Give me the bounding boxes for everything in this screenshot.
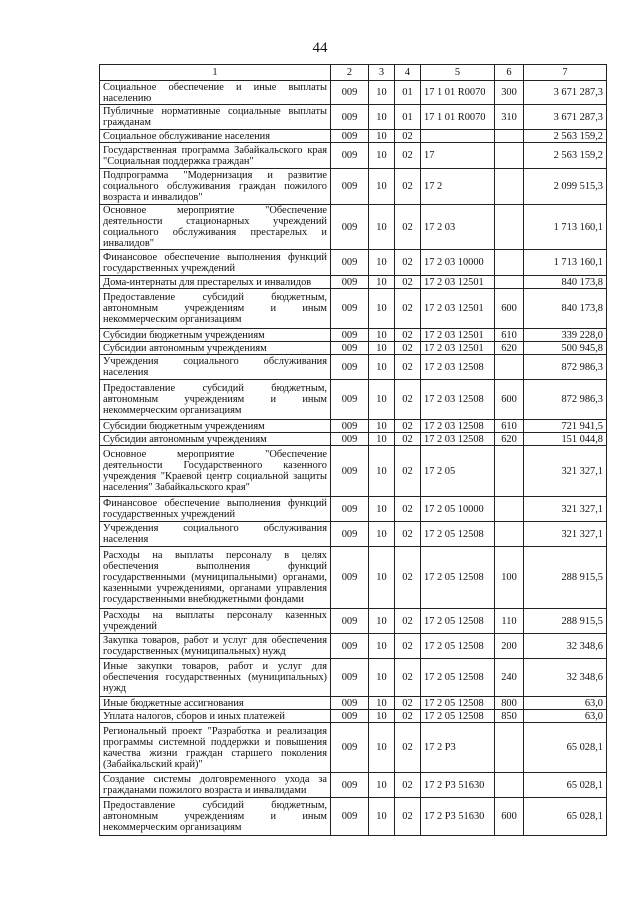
- row-subsection: 02: [395, 710, 421, 723]
- row-ministry-code: 009: [331, 289, 369, 329]
- table-row: [100, 522, 607, 547]
- row-expense-type: [495, 205, 524, 250]
- row-target-item: 17 2 03 10000: [421, 250, 495, 276]
- row-target-item: 17: [421, 143, 495, 169]
- table-row: [100, 81, 607, 105]
- row-ministry-code: 009: [331, 659, 369, 697]
- row-target-item: 17 2: [421, 169, 495, 205]
- row-subsection: 02: [395, 497, 421, 522]
- row-name: Предоставление субсидий бюджетным, автономным учреждениям и иным некоммерческим организациям: [100, 380, 331, 420]
- row-name: Социальное обслуживание населения: [100, 130, 331, 143]
- row-name: Региональный проект "Разработка и реализация программы системной поддержки и повышения качества жизни граждан старшего поколения (Забайкальский край)": [100, 723, 331, 773]
- row-target-item: 17 2 05 12508: [421, 522, 495, 547]
- row-expense-type: [495, 276, 524, 289]
- row-expense-type: 200: [495, 634, 524, 659]
- row-amount: 321 327,1: [524, 446, 607, 497]
- row-name: Основное мероприятие "Обеспечение деятельности стационарных учреждений социального обслуживания престарелых и инвалидов": [100, 205, 331, 250]
- row-subsection: 01: [395, 81, 421, 105]
- row-target-item: 17 2 05 12508: [421, 659, 495, 697]
- row-name: Закупка товаров, работ и услуг для обеспечения государственных (муниципальных) нужд: [100, 634, 331, 659]
- row-ministry-code: 009: [331, 773, 369, 798]
- row-amount: 500 945,8: [524, 342, 607, 355]
- row-section: 10: [369, 522, 395, 547]
- row-section: 10: [369, 81, 395, 105]
- row-target-item: 17 2 03 12501: [421, 342, 495, 355]
- row-subsection: 02: [395, 634, 421, 659]
- table-row: [100, 697, 607, 710]
- row-amount: 872 986,3: [524, 380, 607, 420]
- row-subsection: 02: [395, 380, 421, 420]
- table-row: [100, 380, 607, 420]
- row-target-item: 17 2 05 12508: [421, 710, 495, 723]
- row-amount: 872 986,3: [524, 355, 607, 380]
- row-section: 10: [369, 433, 395, 446]
- row-name: Субсидии бюджетным учреждениям: [100, 420, 331, 433]
- row-subsection: 02: [395, 773, 421, 798]
- row-ministry-code: 009: [331, 420, 369, 433]
- row-amount: 2 563 159,2: [524, 143, 607, 169]
- col-header-subsection: 4: [395, 65, 421, 81]
- row-name: Учреждения социального обслуживания населения: [100, 355, 331, 380]
- table-row: [100, 609, 607, 634]
- row-subsection: 02: [395, 130, 421, 143]
- table-row: [100, 105, 607, 130]
- row-target-item: 17 2 05 12508: [421, 609, 495, 634]
- row-expense-type: 610: [495, 420, 524, 433]
- row-target-item: 17 2 03 12508: [421, 420, 495, 433]
- row-expense-type: [495, 169, 524, 205]
- row-section: 10: [369, 289, 395, 329]
- row-target-item: 17 2 05 10000: [421, 497, 495, 522]
- table-row: [100, 798, 607, 836]
- row-ministry-code: 009: [331, 522, 369, 547]
- row-name: Государственная программа Забайкальского края "Социальная поддержка граждан": [100, 143, 331, 169]
- table-row: [100, 659, 607, 697]
- row-name: Иные закупки товаров, работ и услуг для обеспечения государственных (муниципальных) нужд: [100, 659, 331, 697]
- table-row: [100, 723, 607, 773]
- row-subsection: 02: [395, 143, 421, 169]
- row-name: Иные бюджетные ассигнования: [100, 697, 331, 710]
- row-subsection: 02: [395, 446, 421, 497]
- row-subsection: 02: [395, 433, 421, 446]
- row-subsection: 02: [395, 522, 421, 547]
- table-row: [100, 420, 607, 433]
- col-header-target-item: 5: [421, 65, 495, 81]
- row-ministry-code: 009: [331, 143, 369, 169]
- table-row: [100, 205, 607, 250]
- row-name: Подпрограмма "Модернизация и развитие социального обслуживания граждан пожилого возраста и инвалидов": [100, 169, 331, 205]
- row-amount: 1 713 160,1: [524, 205, 607, 250]
- table-row: [100, 547, 607, 609]
- row-name: Субсидии автономным учреждениям: [100, 342, 331, 355]
- budget-table: [99, 64, 607, 836]
- row-expense-type: 110: [495, 609, 524, 634]
- row-ministry-code: 009: [331, 380, 369, 420]
- row-section: 10: [369, 659, 395, 697]
- row-ministry-code: 009: [331, 446, 369, 497]
- row-ministry-code: 009: [331, 81, 369, 105]
- row-target-item: 17 2 P3 51630: [421, 773, 495, 798]
- row-expense-type: [495, 497, 524, 522]
- row-expense-type: 600: [495, 798, 524, 836]
- row-ministry-code: 009: [331, 723, 369, 773]
- row-target-item: 17 2 03 12508: [421, 355, 495, 380]
- row-subsection: 02: [395, 169, 421, 205]
- row-target-item: [421, 130, 495, 143]
- row-target-item: 17 2 03 12501: [421, 329, 495, 342]
- row-ministry-code: 009: [331, 609, 369, 634]
- row-name: Расходы на выплаты персоналу казенных учреждений: [100, 609, 331, 634]
- row-expense-type: 620: [495, 342, 524, 355]
- row-amount: 1 713 160,1: [524, 250, 607, 276]
- row-amount: 321 327,1: [524, 497, 607, 522]
- page-number: 44: [312, 40, 328, 56]
- row-target-item: 17 2 05 12508: [421, 634, 495, 659]
- row-amount: 65 028,1: [524, 723, 607, 773]
- row-name: Социальное обеспечение и иные выплаты населению: [100, 81, 331, 105]
- table-row: [100, 355, 607, 380]
- row-section: 10: [369, 723, 395, 773]
- row-ministry-code: 009: [331, 105, 369, 130]
- row-expense-type: 850: [495, 710, 524, 723]
- row-subsection: 02: [395, 798, 421, 836]
- row-ministry-code: 009: [331, 250, 369, 276]
- row-amount: 3 671 287,3: [524, 81, 607, 105]
- row-expense-type: 600: [495, 289, 524, 329]
- row-section: 10: [369, 697, 395, 710]
- row-section: 10: [369, 497, 395, 522]
- row-subsection: 02: [395, 723, 421, 773]
- row-name: Субсидии автономным учреждениям: [100, 433, 331, 446]
- row-ministry-code: 009: [331, 697, 369, 710]
- row-section: 10: [369, 329, 395, 342]
- row-subsection: 02: [395, 205, 421, 250]
- row-ministry-code: 009: [331, 276, 369, 289]
- row-subsection: 02: [395, 420, 421, 433]
- row-section: 10: [369, 130, 395, 143]
- row-name: Дома-интернаты для престарелых и инвалидов: [100, 276, 331, 289]
- row-name: Учреждения социального обслуживания населения: [100, 522, 331, 547]
- table-row: [100, 446, 607, 497]
- row-section: 10: [369, 773, 395, 798]
- row-section: 10: [369, 169, 395, 205]
- row-ministry-code: 009: [331, 634, 369, 659]
- row-target-item: 17 2 05 12508: [421, 697, 495, 710]
- row-expense-type: 310: [495, 105, 524, 130]
- row-section: 10: [369, 355, 395, 380]
- row-expense-type: 610: [495, 329, 524, 342]
- row-name: Субсидии бюджетным учреждениям: [100, 329, 331, 342]
- col-header-ministry: 2: [331, 65, 369, 81]
- row-subsection: 02: [395, 355, 421, 380]
- row-target-item: 17 2 03 12501: [421, 289, 495, 329]
- row-name: Финансовое обеспечение выполнения функций государственных учреждений: [100, 250, 331, 276]
- row-target-item: 17 2 P3 51630: [421, 798, 495, 836]
- row-subsection: 02: [395, 697, 421, 710]
- row-expense-type: [495, 355, 524, 380]
- row-amount: 2 099 515,3: [524, 169, 607, 205]
- row-target-item: 17 1 01 R0070: [421, 81, 495, 105]
- row-name: Создание системы долговременного ухода за гражданами пожилого возраста и инвалидами: [100, 773, 331, 798]
- row-expense-type: [495, 130, 524, 143]
- row-expense-type: [495, 522, 524, 547]
- row-section: 10: [369, 250, 395, 276]
- row-section: 10: [369, 380, 395, 420]
- row-subsection: 02: [395, 609, 421, 634]
- table-row: [100, 433, 607, 446]
- row-section: 10: [369, 446, 395, 497]
- row-target-item: 17 2 05: [421, 446, 495, 497]
- row-amount: 32 348,6: [524, 659, 607, 697]
- row-amount: 3 671 287,3: [524, 105, 607, 130]
- row-ministry-code: 009: [331, 205, 369, 250]
- row-section: 10: [369, 205, 395, 250]
- row-target-item: 17 2 P3: [421, 723, 495, 773]
- row-ministry-code: 009: [331, 497, 369, 522]
- table-row: [100, 342, 607, 355]
- row-target-item: 17 2 03 12501: [421, 276, 495, 289]
- row-expense-type: 800: [495, 697, 524, 710]
- row-amount: 288 915,5: [524, 547, 607, 609]
- row-amount: 840 173,8: [524, 276, 607, 289]
- table-row: [100, 329, 607, 342]
- row-subsection: 02: [395, 250, 421, 276]
- row-expense-type: [495, 250, 524, 276]
- table-row: [100, 634, 607, 659]
- row-expense-type: [495, 723, 524, 773]
- row-amount: 32 348,6: [524, 634, 607, 659]
- row-name: Предоставление субсидий бюджетным, автономным учреждениям и иным некоммерческим организациям: [100, 289, 331, 329]
- row-expense-type: [495, 773, 524, 798]
- row-section: 10: [369, 420, 395, 433]
- row-section: 10: [369, 342, 395, 355]
- row-amount: 65 028,1: [524, 773, 607, 798]
- table-row: [100, 250, 607, 276]
- row-target-item: 17 2 03 12508: [421, 380, 495, 420]
- row-ministry-code: 009: [331, 355, 369, 380]
- row-subsection: 02: [395, 276, 421, 289]
- row-name: Предоставление субсидий бюджетным, автономным учреждениям и иным некоммерческим организациям: [100, 798, 331, 836]
- row-section: 10: [369, 143, 395, 169]
- row-target-item: 17 1 01 R0070: [421, 105, 495, 130]
- row-name: Уплата налогов, сборов и иных платежей: [100, 710, 331, 723]
- row-target-item: 17 2 05 12508: [421, 547, 495, 609]
- row-amount: 721 941,5: [524, 420, 607, 433]
- table-row: [100, 773, 607, 798]
- table-row: [100, 289, 607, 329]
- header-row: [100, 65, 607, 81]
- row-subsection: 02: [395, 289, 421, 329]
- row-amount: 151 044,8: [524, 433, 607, 446]
- table-row: [100, 497, 607, 522]
- row-amount: 339 228,0: [524, 329, 607, 342]
- row-expense-type: 100: [495, 547, 524, 609]
- row-section: 10: [369, 276, 395, 289]
- row-subsection: 02: [395, 329, 421, 342]
- col-header-expense-type: 6: [495, 65, 524, 81]
- row-target-item: 17 2 03 12508: [421, 433, 495, 446]
- row-section: 10: [369, 798, 395, 836]
- row-section: 10: [369, 547, 395, 609]
- row-amount: 65 028,1: [524, 798, 607, 836]
- col-header-name: 1: [100, 65, 331, 81]
- row-subsection: 02: [395, 659, 421, 697]
- table-row: [100, 169, 607, 205]
- row-amount: 63,0: [524, 710, 607, 723]
- row-amount: 2 563 159,2: [524, 130, 607, 143]
- row-subsection: 01: [395, 105, 421, 130]
- row-ministry-code: 009: [331, 547, 369, 609]
- row-ministry-code: 009: [331, 342, 369, 355]
- table-row: [100, 130, 607, 143]
- row-name: Основное мероприятие "Обеспечение деятельности Государственного казенного учреждения "Краевой центр социальной защиты населения" Забайкальского края": [100, 446, 331, 497]
- row-amount: 288 915,5: [524, 609, 607, 634]
- row-ministry-code: 009: [331, 798, 369, 836]
- row-name: Финансовое обеспечение выполнения функций государственных учреждений: [100, 497, 331, 522]
- row-expense-type: 620: [495, 433, 524, 446]
- row-target-item: 17 2 03: [421, 205, 495, 250]
- row-ministry-code: 009: [331, 130, 369, 143]
- row-amount: 321 327,1: [524, 522, 607, 547]
- row-section: 10: [369, 710, 395, 723]
- row-expense-type: 300: [495, 81, 524, 105]
- row-amount: 63,0: [524, 697, 607, 710]
- row-expense-type: 240: [495, 659, 524, 697]
- row-name: Публичные нормативные социальные выплаты гражданам: [100, 105, 331, 130]
- row-subsection: 02: [395, 547, 421, 609]
- table-row: [100, 143, 607, 169]
- row-section: 10: [369, 609, 395, 634]
- row-expense-type: [495, 446, 524, 497]
- row-amount: 840 173,8: [524, 289, 607, 329]
- row-ministry-code: 009: [331, 329, 369, 342]
- row-ministry-code: 009: [331, 710, 369, 723]
- col-header-section: 3: [369, 65, 395, 81]
- row-name: Расходы на выплаты персоналу в целях обеспечения выполнения функций государственными (муниципальными) органами, казенными учреждениями, органами управления государственными внебюджетными фондами: [100, 547, 331, 609]
- table-row: [100, 710, 607, 723]
- table-row: [100, 276, 607, 289]
- row-section: 10: [369, 105, 395, 130]
- row-expense-type: 600: [495, 380, 524, 420]
- col-header-amount: 7: [524, 65, 607, 81]
- row-expense-type: [495, 143, 524, 169]
- row-ministry-code: 009: [331, 433, 369, 446]
- row-ministry-code: 009: [331, 169, 369, 205]
- row-subsection: 02: [395, 342, 421, 355]
- row-section: 10: [369, 634, 395, 659]
